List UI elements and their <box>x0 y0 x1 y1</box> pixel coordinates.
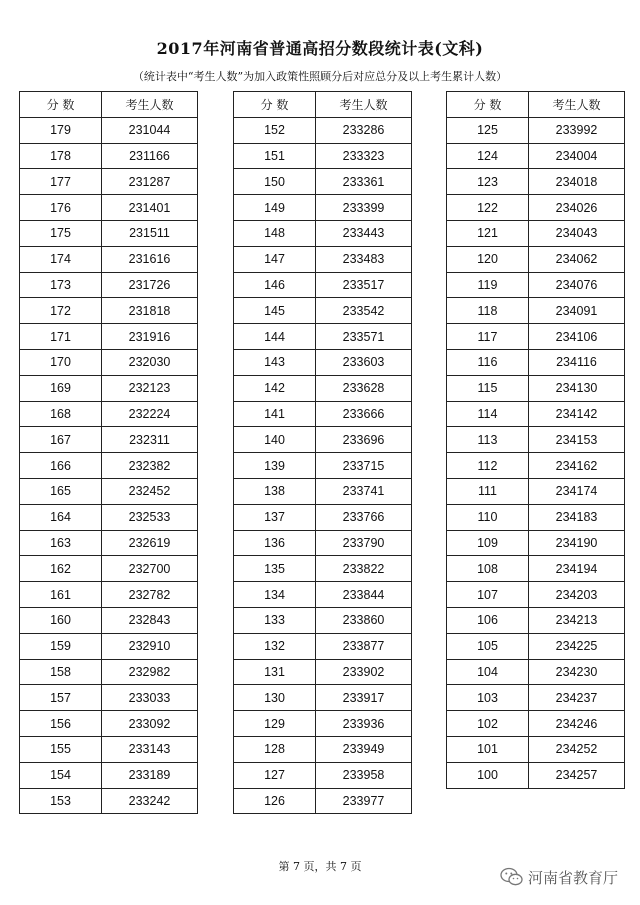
table-row <box>20 607 198 633</box>
table-row <box>20 117 198 143</box>
score-cell: 150 <box>234 169 316 195</box>
table-row <box>447 195 625 221</box>
table-row <box>447 324 625 350</box>
score-cell: 177 <box>20 169 102 195</box>
score-cell: 134 <box>234 582 316 608</box>
count-cell: 231726 <box>102 272 198 298</box>
count-cell: 234004 <box>529 143 625 169</box>
score-header: 分 数 <box>234 92 316 118</box>
count-cell: 233542 <box>316 298 412 324</box>
count-cell: 232533 <box>102 504 198 530</box>
count-cell: 233603 <box>316 349 412 375</box>
score-cell: 102 <box>447 711 529 737</box>
score-cell: 138 <box>234 478 316 504</box>
score-cell: 145 <box>234 298 316 324</box>
score-cell: 148 <box>234 220 316 246</box>
table-row <box>20 272 198 298</box>
table-row <box>234 478 412 504</box>
count-cell: 234225 <box>529 633 625 659</box>
score-cell: 152 <box>234 117 316 143</box>
score-cell: 114 <box>447 401 529 427</box>
score-cell: 108 <box>447 556 529 582</box>
page-footer: 第 7 页，共 7 页 <box>278 860 362 873</box>
table-row <box>20 220 198 246</box>
score-cell: 154 <box>20 762 102 788</box>
table-row <box>234 195 412 221</box>
score-cell: 179 <box>20 117 102 143</box>
count-cell: 232782 <box>102 582 198 608</box>
score-cell: 170 <box>20 349 102 375</box>
count-cell: 233483 <box>316 246 412 272</box>
count-cell: 233902 <box>316 659 412 685</box>
count-cell: 233822 <box>316 556 412 582</box>
count-cell: 234183 <box>529 504 625 530</box>
count-cell: 233696 <box>316 427 412 453</box>
score-cell: 112 <box>447 453 529 479</box>
table-row <box>20 453 198 479</box>
table-row <box>234 401 412 427</box>
table-row <box>20 427 198 453</box>
score-cell: 168 <box>20 401 102 427</box>
watermark <box>500 866 618 888</box>
count-cell: 234043 <box>529 220 625 246</box>
score-cell: 111 <box>447 478 529 504</box>
score-cell: 142 <box>234 375 316 401</box>
count-cell: 234091 <box>529 298 625 324</box>
count-cell: 233992 <box>529 117 625 143</box>
score-cell: 173 <box>20 272 102 298</box>
count-cell: 233977 <box>316 788 412 814</box>
table-row <box>20 711 198 737</box>
score-cell: 136 <box>234 530 316 556</box>
count-cell: 231287 <box>102 169 198 195</box>
table-row <box>234 169 412 195</box>
count-cell: 233844 <box>316 582 412 608</box>
count-cell: 231044 <box>102 117 198 143</box>
table-row <box>20 298 198 324</box>
count-cell: 233323 <box>316 143 412 169</box>
score-cell: 119 <box>447 272 529 298</box>
count-cell: 233361 <box>316 169 412 195</box>
score-cell: 130 <box>234 685 316 711</box>
table-row <box>20 530 198 556</box>
table-row <box>447 478 625 504</box>
count-cell: 232382 <box>102 453 198 479</box>
score-cell: 169 <box>20 375 102 401</box>
count-cell: 233877 <box>316 633 412 659</box>
count-cell: 234018 <box>529 169 625 195</box>
table-row <box>234 711 412 737</box>
score-cell: 117 <box>447 324 529 350</box>
score-cell: 103 <box>447 685 529 711</box>
table-row <box>234 633 412 659</box>
count-cell: 233766 <box>316 504 412 530</box>
table-row <box>234 298 412 324</box>
table-row <box>234 736 412 762</box>
count-cell: 233571 <box>316 324 412 350</box>
count-cell: 233443 <box>316 220 412 246</box>
count-cell: 232700 <box>102 556 198 582</box>
score-cell: 110 <box>447 504 529 530</box>
score-cell: 116 <box>447 349 529 375</box>
table-row <box>234 117 412 143</box>
count-cell: 233286 <box>316 117 412 143</box>
count-cell: 233917 <box>316 685 412 711</box>
table-row <box>447 685 625 711</box>
score-header: 分 数 <box>20 92 102 118</box>
count-header: 考生人数 <box>316 92 412 118</box>
score-cell: 122 <box>447 195 529 221</box>
score-cell: 104 <box>447 659 529 685</box>
table-row <box>447 762 625 788</box>
count-cell: 233399 <box>316 195 412 221</box>
table-row <box>447 246 625 272</box>
score-cell: 129 <box>234 711 316 737</box>
score-cell: 105 <box>447 633 529 659</box>
count-cell: 233936 <box>316 711 412 737</box>
table-row <box>20 633 198 659</box>
table-row <box>234 504 412 530</box>
table-row <box>234 349 412 375</box>
count-cell: 232910 <box>102 633 198 659</box>
count-cell: 234252 <box>529 736 625 762</box>
table-row <box>447 220 625 246</box>
count-cell: 234116 <box>529 349 625 375</box>
score-cell: 123 <box>447 169 529 195</box>
watermark-text: 河南省教育厅 <box>528 868 619 887</box>
table-row <box>447 659 625 685</box>
table-row <box>447 427 625 453</box>
score-cell: 121 <box>447 220 529 246</box>
table-row <box>234 246 412 272</box>
table-row <box>20 504 198 530</box>
score-cell: 175 <box>20 220 102 246</box>
count-cell: 232311 <box>102 427 198 453</box>
count-cell: 233242 <box>102 788 198 814</box>
score-cell: 107 <box>447 582 529 608</box>
count-cell: 233143 <box>102 736 198 762</box>
table-row <box>20 246 198 272</box>
table-row <box>447 504 625 530</box>
score-cell: 166 <box>20 453 102 479</box>
count-cell: 232224 <box>102 401 198 427</box>
count-cell: 232843 <box>102 607 198 633</box>
score-cell: 146 <box>234 272 316 298</box>
score-table-1 <box>19 91 198 814</box>
count-cell: 234026 <box>529 195 625 221</box>
table-row <box>234 762 412 788</box>
count-cell: 234190 <box>529 530 625 556</box>
score-cell: 124 <box>447 143 529 169</box>
score-cell: 161 <box>20 582 102 608</box>
table-row <box>447 272 625 298</box>
score-cell: 167 <box>20 427 102 453</box>
table-row <box>20 582 198 608</box>
score-cell: 178 <box>20 143 102 169</box>
score-cell: 160 <box>20 607 102 633</box>
table-row <box>447 117 625 143</box>
score-cell: 118 <box>447 298 529 324</box>
table-row <box>234 607 412 633</box>
count-cell: 231401 <box>102 195 198 221</box>
score-cell: 115 <box>447 375 529 401</box>
score-table-2 <box>233 91 412 814</box>
table-row <box>20 478 198 504</box>
count-cell: 233033 <box>102 685 198 711</box>
table-row <box>20 556 198 582</box>
count-cell: 231511 <box>102 220 198 246</box>
table-row <box>234 685 412 711</box>
table-row <box>20 195 198 221</box>
score-cell: 133 <box>234 607 316 633</box>
count-cell: 234230 <box>529 659 625 685</box>
score-cell: 131 <box>234 659 316 685</box>
table-row <box>20 401 198 427</box>
table-row <box>447 169 625 195</box>
score-cell: 159 <box>20 633 102 659</box>
count-cell: 234106 <box>529 324 625 350</box>
table-row <box>447 349 625 375</box>
table-row <box>447 711 625 737</box>
score-cell: 174 <box>20 246 102 272</box>
count-cell: 234162 <box>529 453 625 479</box>
table-row <box>234 324 412 350</box>
score-cell: 139 <box>234 453 316 479</box>
score-cell: 155 <box>20 736 102 762</box>
count-cell: 232123 <box>102 375 198 401</box>
score-header: 分 数 <box>447 92 529 118</box>
score-cell: 156 <box>20 711 102 737</box>
table-row <box>234 530 412 556</box>
table-row <box>234 582 412 608</box>
score-cell: 164 <box>20 504 102 530</box>
score-cell: 101 <box>447 736 529 762</box>
score-cell: 153 <box>20 788 102 814</box>
table-row <box>234 659 412 685</box>
count-cell: 234076 <box>529 272 625 298</box>
score-cell: 171 <box>20 324 102 350</box>
score-cell: 147 <box>234 246 316 272</box>
score-cell: 176 <box>20 195 102 221</box>
count-cell: 233517 <box>316 272 412 298</box>
score-cell: 100 <box>447 762 529 788</box>
count-cell: 233790 <box>316 530 412 556</box>
count-cell: 231818 <box>102 298 198 324</box>
count-header: 考生人数 <box>529 92 625 118</box>
count-cell: 234246 <box>529 711 625 737</box>
score-cell: 149 <box>234 195 316 221</box>
table-row <box>234 220 412 246</box>
table-row <box>20 349 198 375</box>
count-cell: 231166 <box>102 143 198 169</box>
table-row <box>234 272 412 298</box>
table-row <box>447 556 625 582</box>
score-cell: 157 <box>20 685 102 711</box>
score-cell: 125 <box>447 117 529 143</box>
score-cell: 137 <box>234 504 316 530</box>
table-row <box>447 530 625 556</box>
count-cell: 233741 <box>316 478 412 504</box>
score-cell: 135 <box>234 556 316 582</box>
score-cell: 113 <box>447 427 529 453</box>
count-cell: 233860 <box>316 607 412 633</box>
score-cell: 128 <box>234 736 316 762</box>
score-cell: 127 <box>234 762 316 788</box>
table-row <box>20 375 198 401</box>
count-cell: 234213 <box>529 607 625 633</box>
table-row <box>20 143 198 169</box>
table-row <box>20 169 198 195</box>
count-cell: 234142 <box>529 401 625 427</box>
count-cell: 232619 <box>102 530 198 556</box>
table-row <box>447 607 625 633</box>
table-row <box>447 582 625 608</box>
page-subtitle: （统计表中“考生人数”为加入政策性照顾分后对应总分及以上考生累计人数） <box>132 70 508 83</box>
score-cell: 140 <box>234 427 316 453</box>
page-title: 2017年河南省普通高招分数段统计表(文科) <box>156 39 484 58</box>
count-cell: 231616 <box>102 246 198 272</box>
table-row <box>20 685 198 711</box>
score-cell: 162 <box>20 556 102 582</box>
score-table-3 <box>446 91 625 789</box>
score-cell: 144 <box>234 324 316 350</box>
table-row <box>20 324 198 350</box>
table-row <box>20 659 198 685</box>
table-row <box>20 788 198 814</box>
count-cell: 234153 <box>529 427 625 453</box>
count-cell: 234130 <box>529 375 625 401</box>
wechat-icon <box>500 867 524 887</box>
count-cell: 232030 <box>102 349 198 375</box>
score-cell: 163 <box>20 530 102 556</box>
count-cell: 234174 <box>529 478 625 504</box>
count-cell: 233189 <box>102 762 198 788</box>
count-cell: 233092 <box>102 711 198 737</box>
score-cell: 143 <box>234 349 316 375</box>
count-cell: 234203 <box>529 582 625 608</box>
count-cell: 234194 <box>529 556 625 582</box>
table-row <box>447 736 625 762</box>
score-cell: 158 <box>20 659 102 685</box>
table-row <box>20 736 198 762</box>
table-row <box>447 375 625 401</box>
count-cell: 233715 <box>316 453 412 479</box>
score-cell: 172 <box>20 298 102 324</box>
table-row <box>234 427 412 453</box>
count-cell: 231916 <box>102 324 198 350</box>
score-cell: 109 <box>447 530 529 556</box>
count-cell: 233958 <box>316 762 412 788</box>
table-row <box>447 143 625 169</box>
table-row <box>447 298 625 324</box>
table-row <box>447 633 625 659</box>
table-row <box>447 401 625 427</box>
table-row <box>234 788 412 814</box>
table-row <box>234 143 412 169</box>
count-cell: 234062 <box>529 246 625 272</box>
count-header: 考生人数 <box>102 92 198 118</box>
count-cell: 233949 <box>316 736 412 762</box>
score-cell: 141 <box>234 401 316 427</box>
count-cell: 233666 <box>316 401 412 427</box>
score-cell: 106 <box>447 607 529 633</box>
table-row <box>447 453 625 479</box>
score-cell: 165 <box>20 478 102 504</box>
score-cell: 151 <box>234 143 316 169</box>
count-cell: 234257 <box>529 762 625 788</box>
count-cell: 232452 <box>102 478 198 504</box>
score-cell: 132 <box>234 633 316 659</box>
score-cell: 120 <box>447 246 529 272</box>
table-row <box>234 375 412 401</box>
table-row <box>234 453 412 479</box>
table-row <box>20 762 198 788</box>
count-cell: 232982 <box>102 659 198 685</box>
table-row <box>234 556 412 582</box>
score-cell: 126 <box>234 788 316 814</box>
count-cell: 234237 <box>529 685 625 711</box>
count-cell: 233628 <box>316 375 412 401</box>
